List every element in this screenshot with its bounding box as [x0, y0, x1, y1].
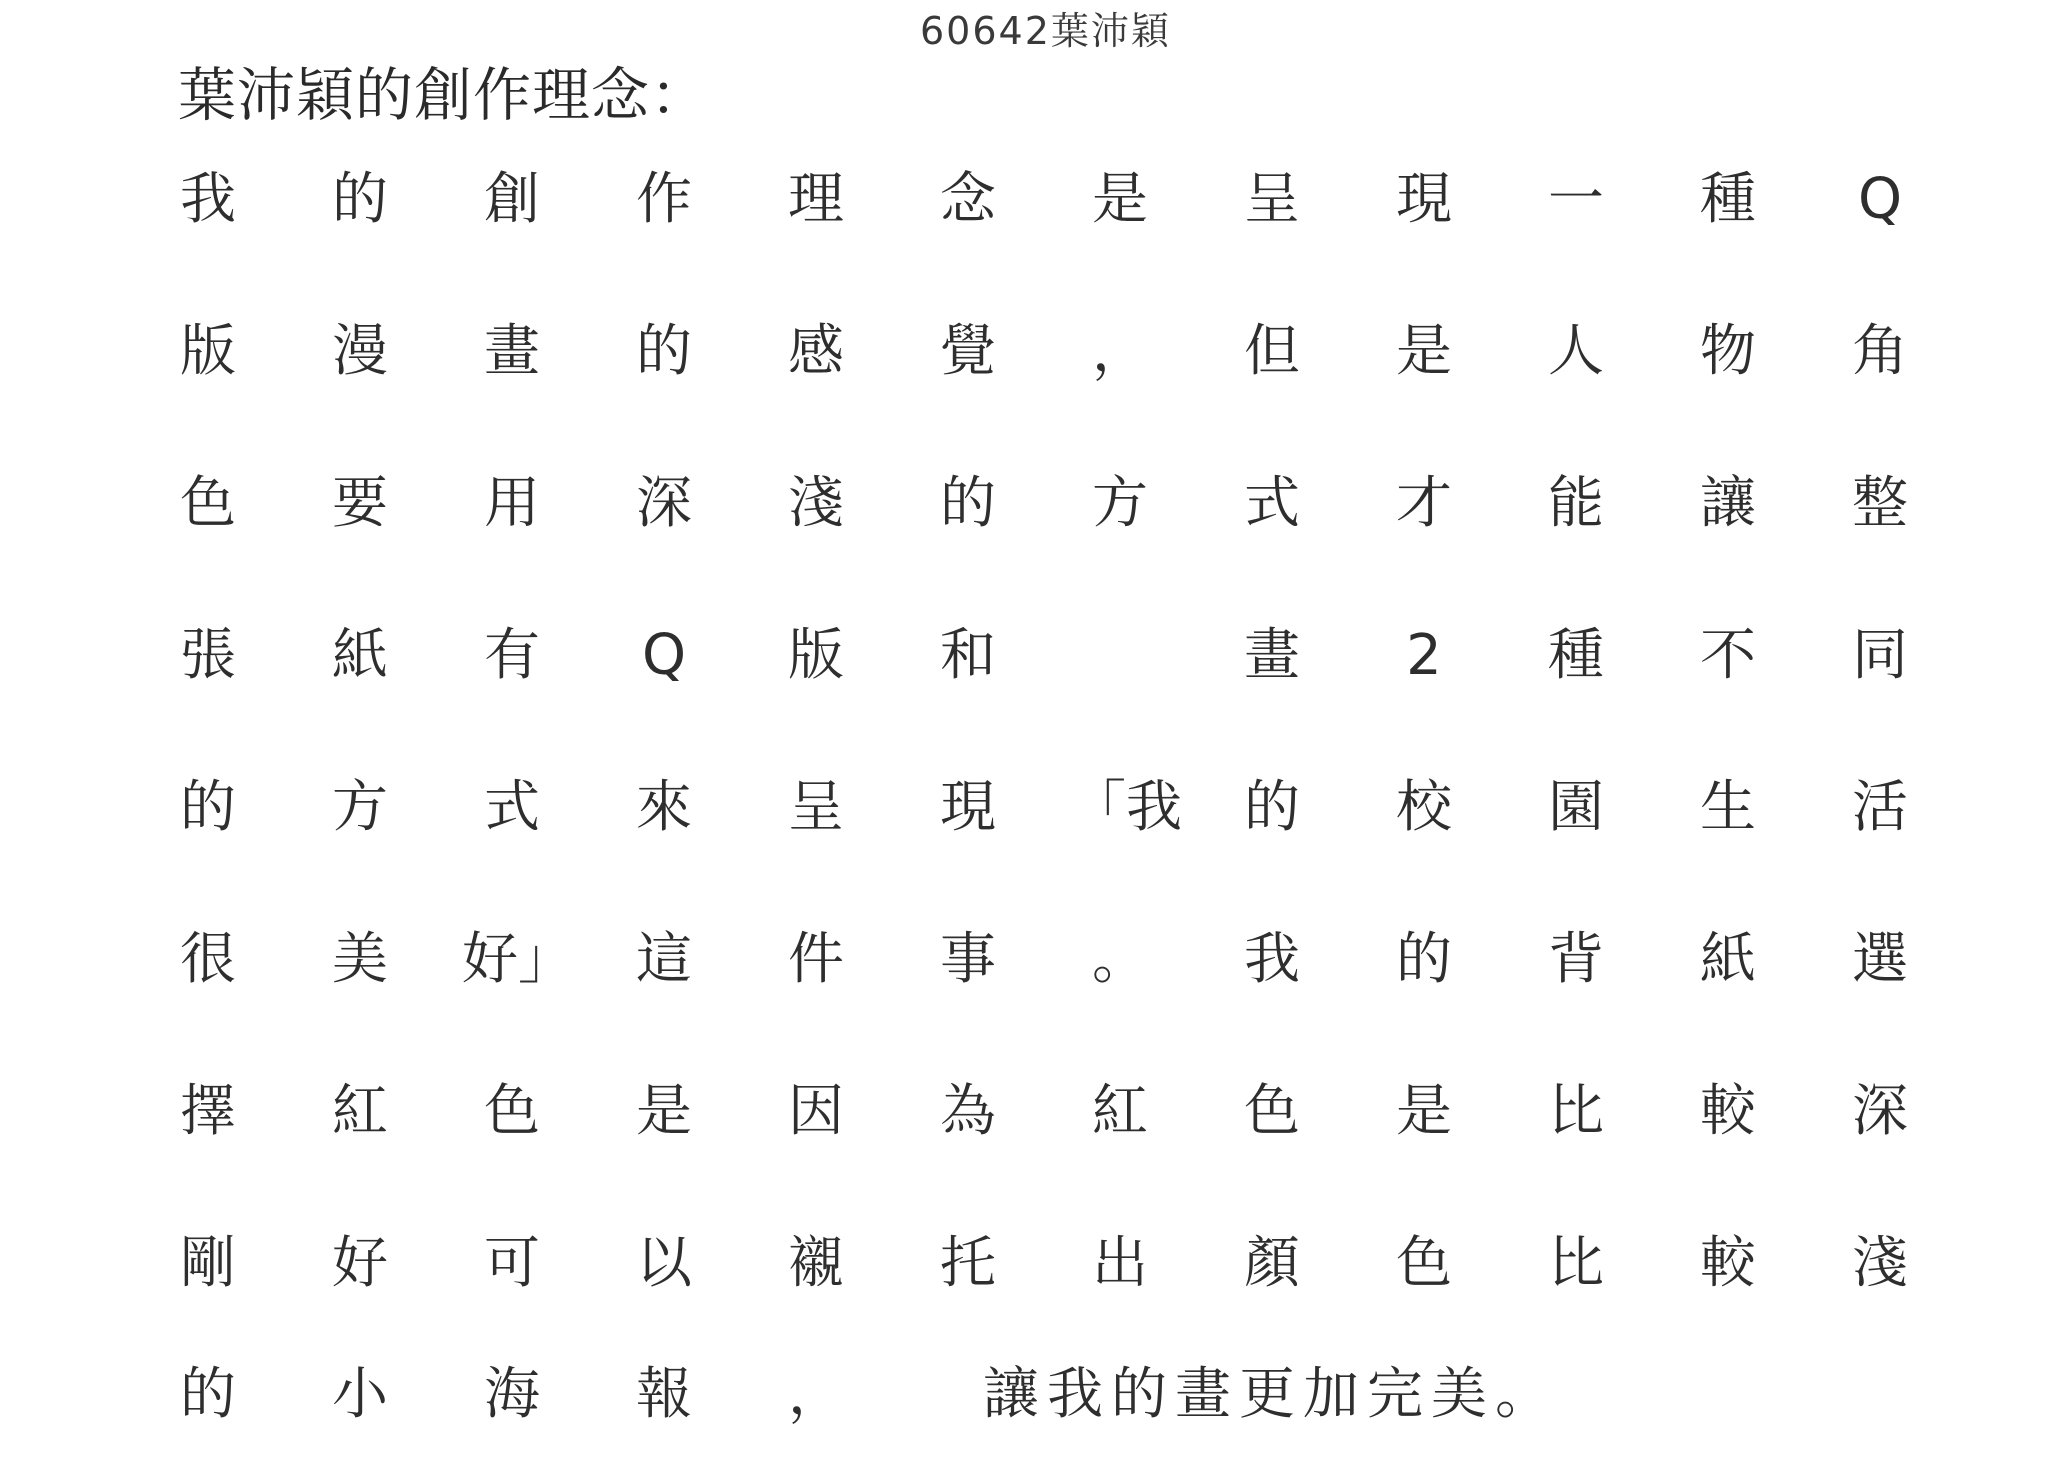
- grid-row: [178, 1214, 1938, 1314]
- grid-cell: 校: [1396, 775, 1452, 840]
- grid-cell: 是: [1396, 1079, 1452, 1144]
- last-line-cell: 小: [332, 1362, 388, 1427]
- grid-cell: 呈: [788, 775, 844, 840]
- grid-cell: 是: [1396, 319, 1452, 384]
- grid-cell: 的: [1244, 775, 1300, 840]
- grid-cell: 一: [1548, 167, 1604, 232]
- grid-row: [178, 910, 1938, 1010]
- last-line-cell: 的: [180, 1362, 236, 1427]
- page-title: 葉沛穎的創作理念：: [178, 61, 710, 129]
- last-line-cell: 海: [484, 1362, 540, 1427]
- grid-cell: 紅: [1092, 1079, 1148, 1144]
- grid-cell: 比: [1548, 1079, 1604, 1144]
- last-line-cell: ，: [788, 1362, 844, 1427]
- last-line-tail: 讓我的畫更加完美。: [983, 1362, 1559, 1427]
- grid-cell: 深: [1852, 1079, 1908, 1144]
- grid-cell: 能: [1548, 471, 1604, 536]
- grid-cell: 角: [1852, 319, 1908, 384]
- grid-row: [178, 606, 1938, 706]
- grid-row: [178, 1062, 1938, 1162]
- grid-cell: 。: [1092, 927, 1148, 992]
- grid-cell: ，: [1092, 319, 1148, 384]
- grid-cell: 事: [940, 927, 996, 992]
- grid-cell: 式: [1244, 471, 1300, 536]
- grid-cell: 美: [332, 927, 388, 992]
- grid-cell: 張: [180, 623, 236, 688]
- grid-cell: 背: [1548, 927, 1604, 992]
- grid-cell: 這: [636, 927, 692, 992]
- grid-cell: 物: [1700, 319, 1756, 384]
- grid-cell: 為: [940, 1079, 996, 1144]
- grid-cell: 色: [1244, 1079, 1300, 1144]
- last-line: [178, 1345, 1978, 1445]
- grid-row: [178, 454, 1938, 554]
- grid-cell: 作: [636, 167, 692, 232]
- grid-cell: 漫: [332, 319, 388, 384]
- grid-cell: 版: [180, 319, 236, 384]
- grid-cell: 理: [788, 167, 844, 232]
- grid-cell: 活: [1852, 775, 1908, 840]
- grid-cell: 才: [1396, 471, 1452, 536]
- grid-cell: 淺: [1852, 1231, 1908, 1296]
- grid-cell: 顏: [1244, 1231, 1300, 1296]
- grid-cell: 整: [1852, 471, 1908, 536]
- grid-cell: 出: [1092, 1231, 1148, 1296]
- grid-cell: 擇: [180, 1079, 236, 1144]
- grid-cell: 剛: [180, 1231, 236, 1296]
- last-line-cell: 報: [636, 1362, 692, 1427]
- grid-cell: Q: [1857, 167, 1903, 232]
- grid-cell: 色: [1396, 1231, 1452, 1296]
- grid-cell: 用: [484, 471, 540, 536]
- grid-cell: 可: [484, 1231, 540, 1296]
- grid-cell: 色: [180, 471, 236, 536]
- grid-cell: 淺: [788, 471, 844, 536]
- grid-cell: 有: [484, 623, 540, 688]
- grid-cell: 選: [1852, 927, 1908, 992]
- grid-cell: 方: [1092, 471, 1148, 536]
- grid-cell: 較: [1700, 1231, 1756, 1296]
- grid-cell: 畫: [1244, 623, 1300, 688]
- grid-cell: 畫: [484, 319, 540, 384]
- grid-cell: 種: [1548, 623, 1604, 688]
- grid-cell: 比: [1548, 1231, 1604, 1296]
- grid-cell: 和: [940, 623, 996, 688]
- grid-cell: 我: [180, 167, 236, 232]
- grid-cell: 深: [636, 471, 692, 536]
- grid-cell: 現: [1396, 167, 1452, 232]
- grid-row: [178, 150, 1938, 250]
- grid-cell: 覺: [940, 319, 996, 384]
- grid-cell: 因: [788, 1079, 844, 1144]
- grid-cell: 種: [1700, 167, 1756, 232]
- grid-cell: 色: [484, 1079, 540, 1144]
- grid-cell: 現: [940, 775, 996, 840]
- grid-cell: 讓: [1700, 471, 1756, 536]
- grid-cell: 是: [1092, 167, 1148, 232]
- grid-cell: 我: [1244, 927, 1300, 992]
- grid-cell: 感: [788, 319, 844, 384]
- grid-cell: 托: [940, 1231, 996, 1296]
- grid-cell: 好」: [462, 927, 574, 992]
- grid-cell: 很: [180, 927, 236, 992]
- grid-cell: 紙: [1700, 927, 1756, 992]
- grid-cell: 式: [484, 775, 540, 840]
- grid-cell: 2: [1406, 623, 1442, 688]
- grid-cell: 的: [940, 471, 996, 536]
- grid-cell: 較: [1700, 1079, 1756, 1144]
- grid-cell: 襯: [788, 1231, 844, 1296]
- grid-cell: 是: [636, 1079, 692, 1144]
- grid-cell: 以: [636, 1231, 692, 1296]
- grid-cell: 的: [332, 167, 388, 232]
- grid-cell: 但: [1244, 319, 1300, 384]
- grid-cell: 的: [1396, 927, 1452, 992]
- student-id-name: 60642葉沛穎: [920, 9, 1171, 53]
- grid-row: [178, 302, 1938, 402]
- grid-cell: 來: [636, 775, 692, 840]
- grid-cell: 「我: [1070, 775, 1182, 840]
- grid-cell: 同: [1852, 623, 1908, 688]
- grid-cell: 生: [1700, 775, 1756, 840]
- grid-cell: 念: [940, 167, 996, 232]
- grid-cell: 創: [484, 167, 540, 232]
- grid-cell: 人: [1548, 319, 1604, 384]
- grid-cell: 要: [332, 471, 388, 536]
- grid-cell: 的: [180, 775, 236, 840]
- grid-cell: 的: [636, 319, 692, 384]
- grid-cell: [1070, 606, 1170, 706]
- grid-cell: 園: [1548, 775, 1604, 840]
- grid-cell: 紅: [332, 1079, 388, 1144]
- grid-cell: 件: [788, 927, 844, 992]
- grid-cell: 方: [332, 775, 388, 840]
- grid-cell: 不: [1700, 623, 1756, 688]
- grid-row: [178, 758, 1938, 858]
- grid-cell: Q: [641, 623, 687, 688]
- grid-cell: 紙: [332, 623, 388, 688]
- grid-cell: 版: [788, 623, 844, 688]
- grid-cell: 呈: [1244, 167, 1300, 232]
- grid-cell: 好: [332, 1231, 388, 1296]
